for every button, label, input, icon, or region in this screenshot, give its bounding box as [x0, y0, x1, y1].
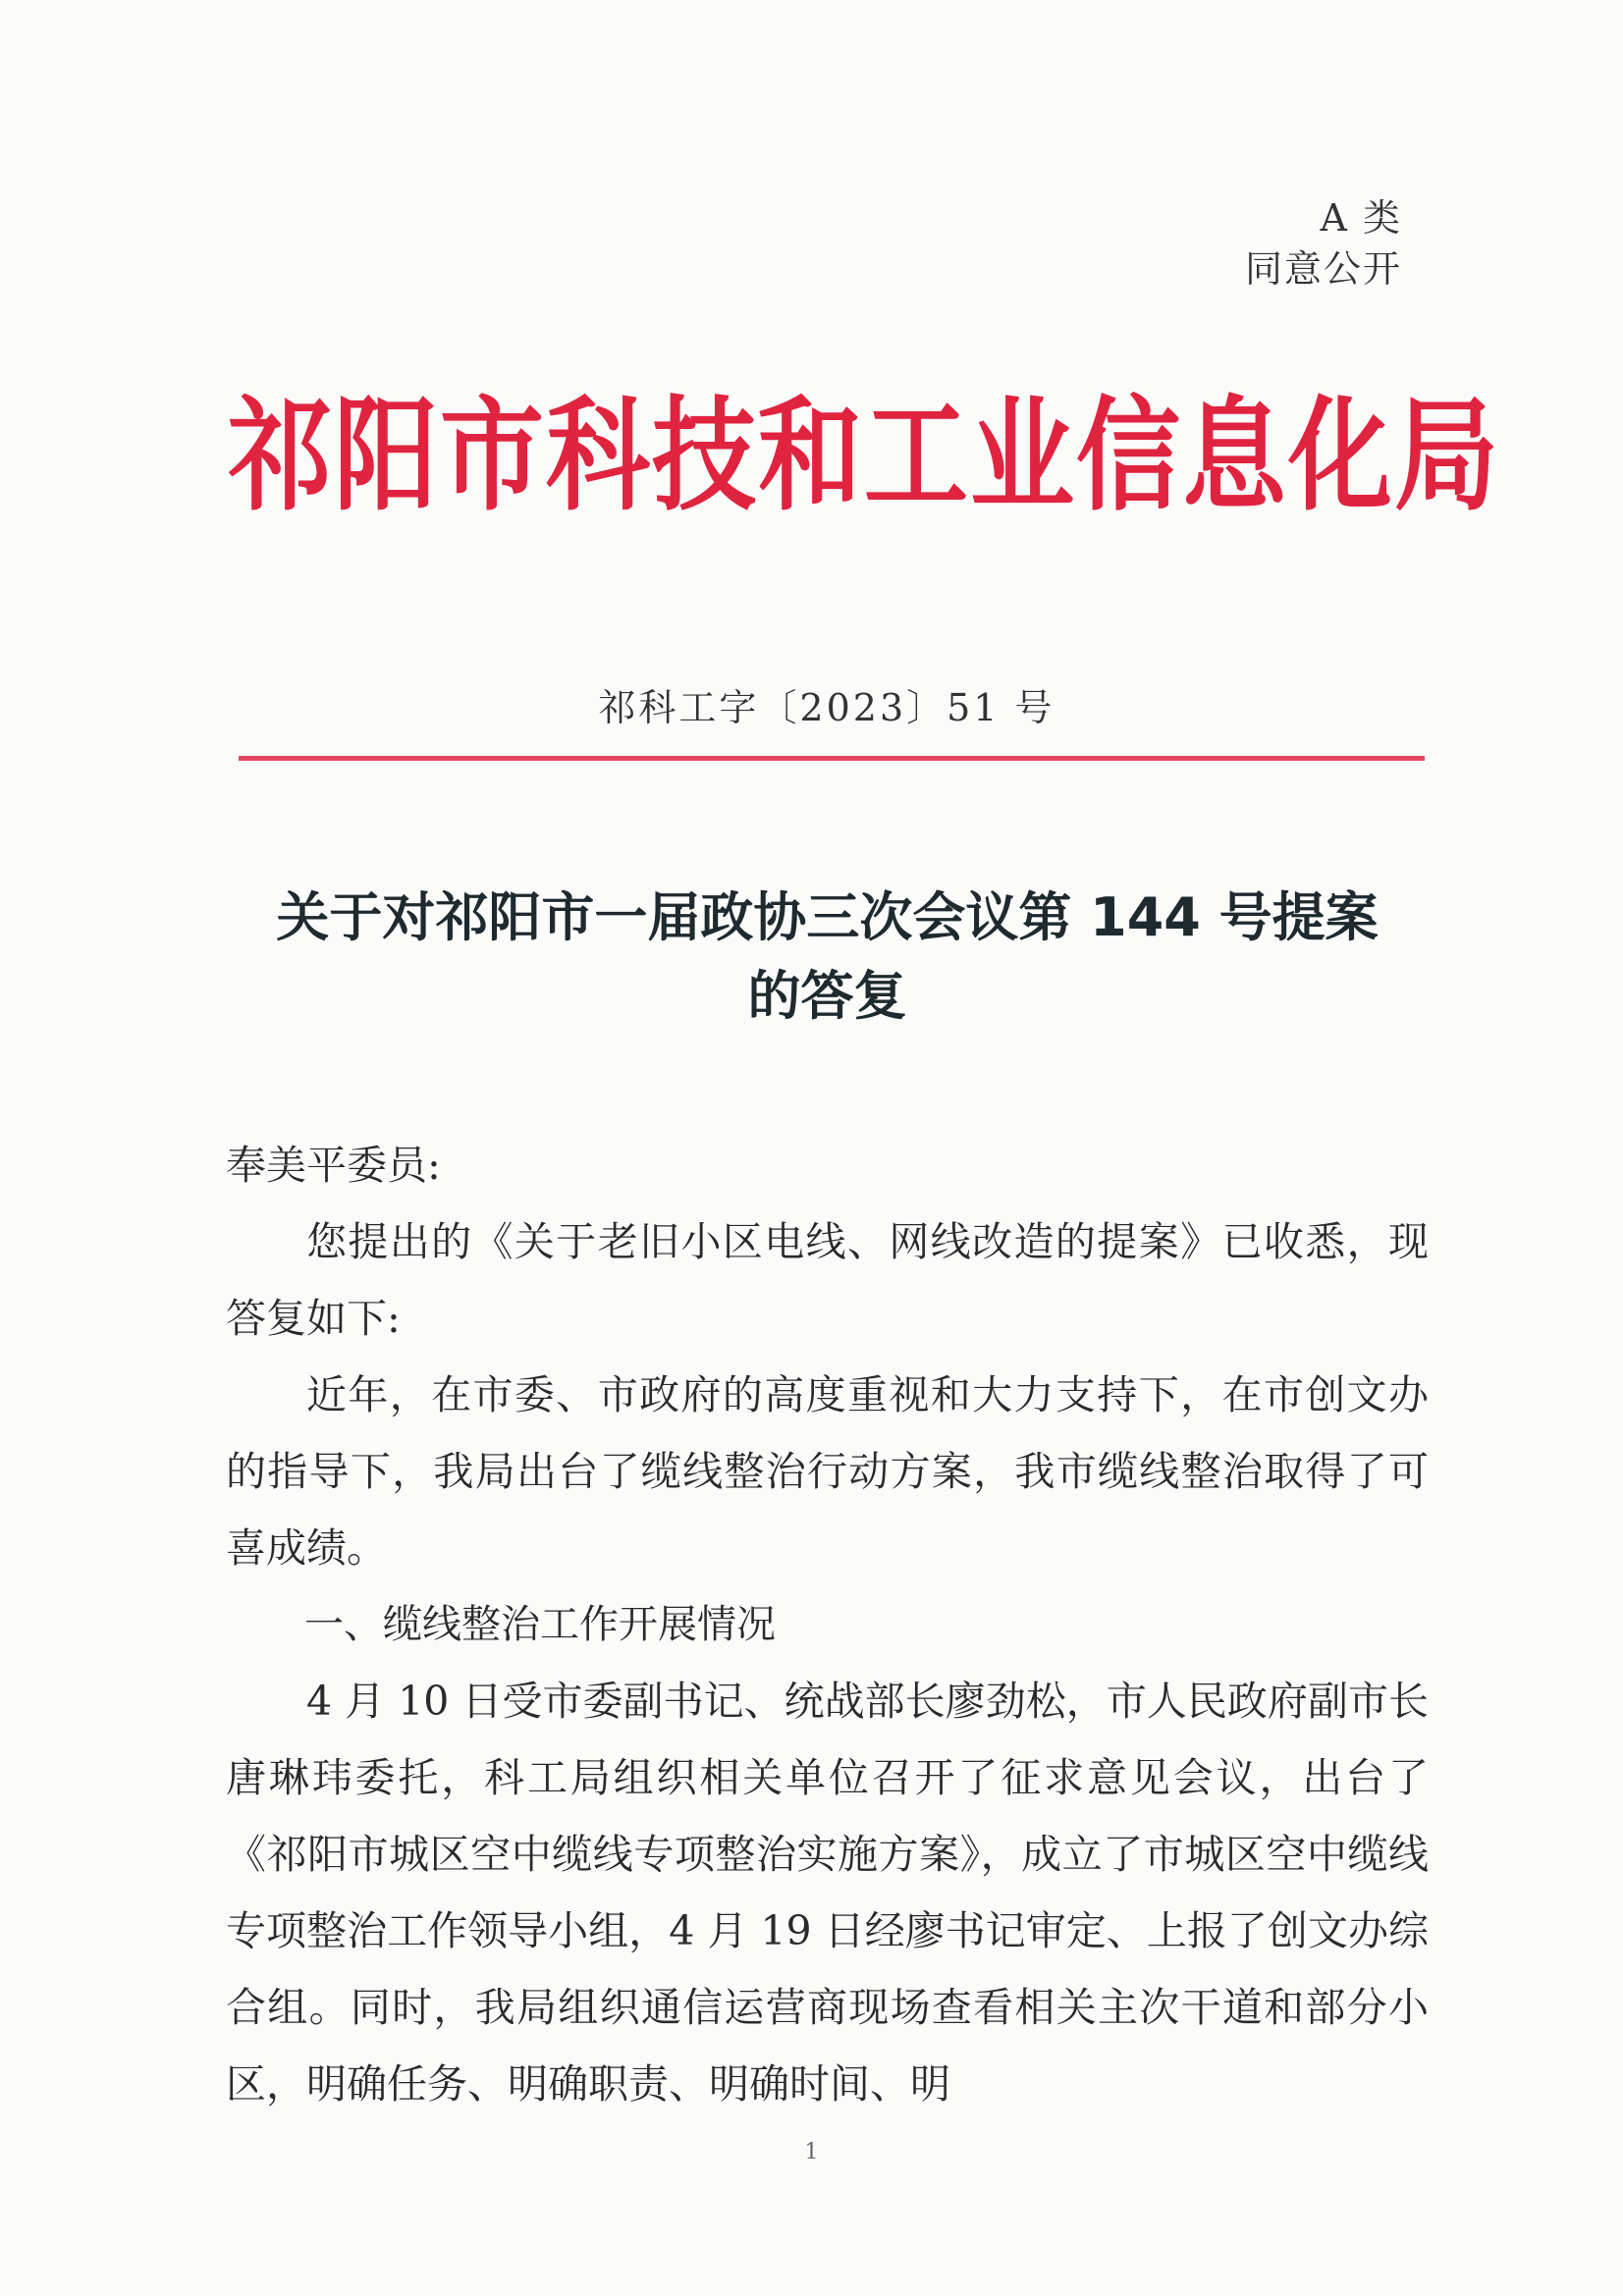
masthead-divider — [239, 756, 1425, 761]
title-line-2: 的答复 — [747, 965, 907, 1027]
category-label: A 类 — [1320, 196, 1402, 240]
section-heading: 一、缆线整治工作开展情况 — [304, 1602, 776, 1647]
section-paragraph: 4 月 10 日受市委副书记、统战部长廖劲松，市人民政府副市长唐琳玮委托，科工局组织相关单位召开了征求意见会议，出台了《祁阳市城区空中缆线专项整治实施方案》，成立了市城区空中缆线专项整治工作领导小组，4 月 19 日经廖书记审定、上报了创文办综合组。同时，我局组织通信运营商现场查看相关主次干道和部分小区，明确任务、明确职责、明确时间、明 — [226, 1678, 1429, 2108]
body-paragraph: 您提出的《关于老旧小区电线、网线改造的提案》已收悉，现答复如下: — [226, 1218, 1429, 1342]
body-paragraph: 近年，在市委、市政府的高度重视和大力支持下，在市创文办的指导下，我局出台了缆线整治行动方案，我市缆线整治取得了可喜成绩。 — [226, 1371, 1429, 1572]
classification-block — [1245, 192, 1402, 294]
document-body — [226, 1127, 1429, 2122]
document-number: 祁科工字〔2023〕51 号 — [598, 686, 1055, 729]
title-line-1: 关于对祁阳市一届政协三次会议第 144 号提案 — [276, 886, 1379, 948]
agency-masthead: 祁阳市科技和工业信息化局 — [228, 384, 1500, 527]
salutation: 奉美平委员: — [226, 1142, 441, 1189]
page-number: 1 — [804, 2140, 819, 2164]
document-title — [196, 879, 1458, 1036]
disclosure-label: 同意公开 — [1244, 247, 1402, 291]
